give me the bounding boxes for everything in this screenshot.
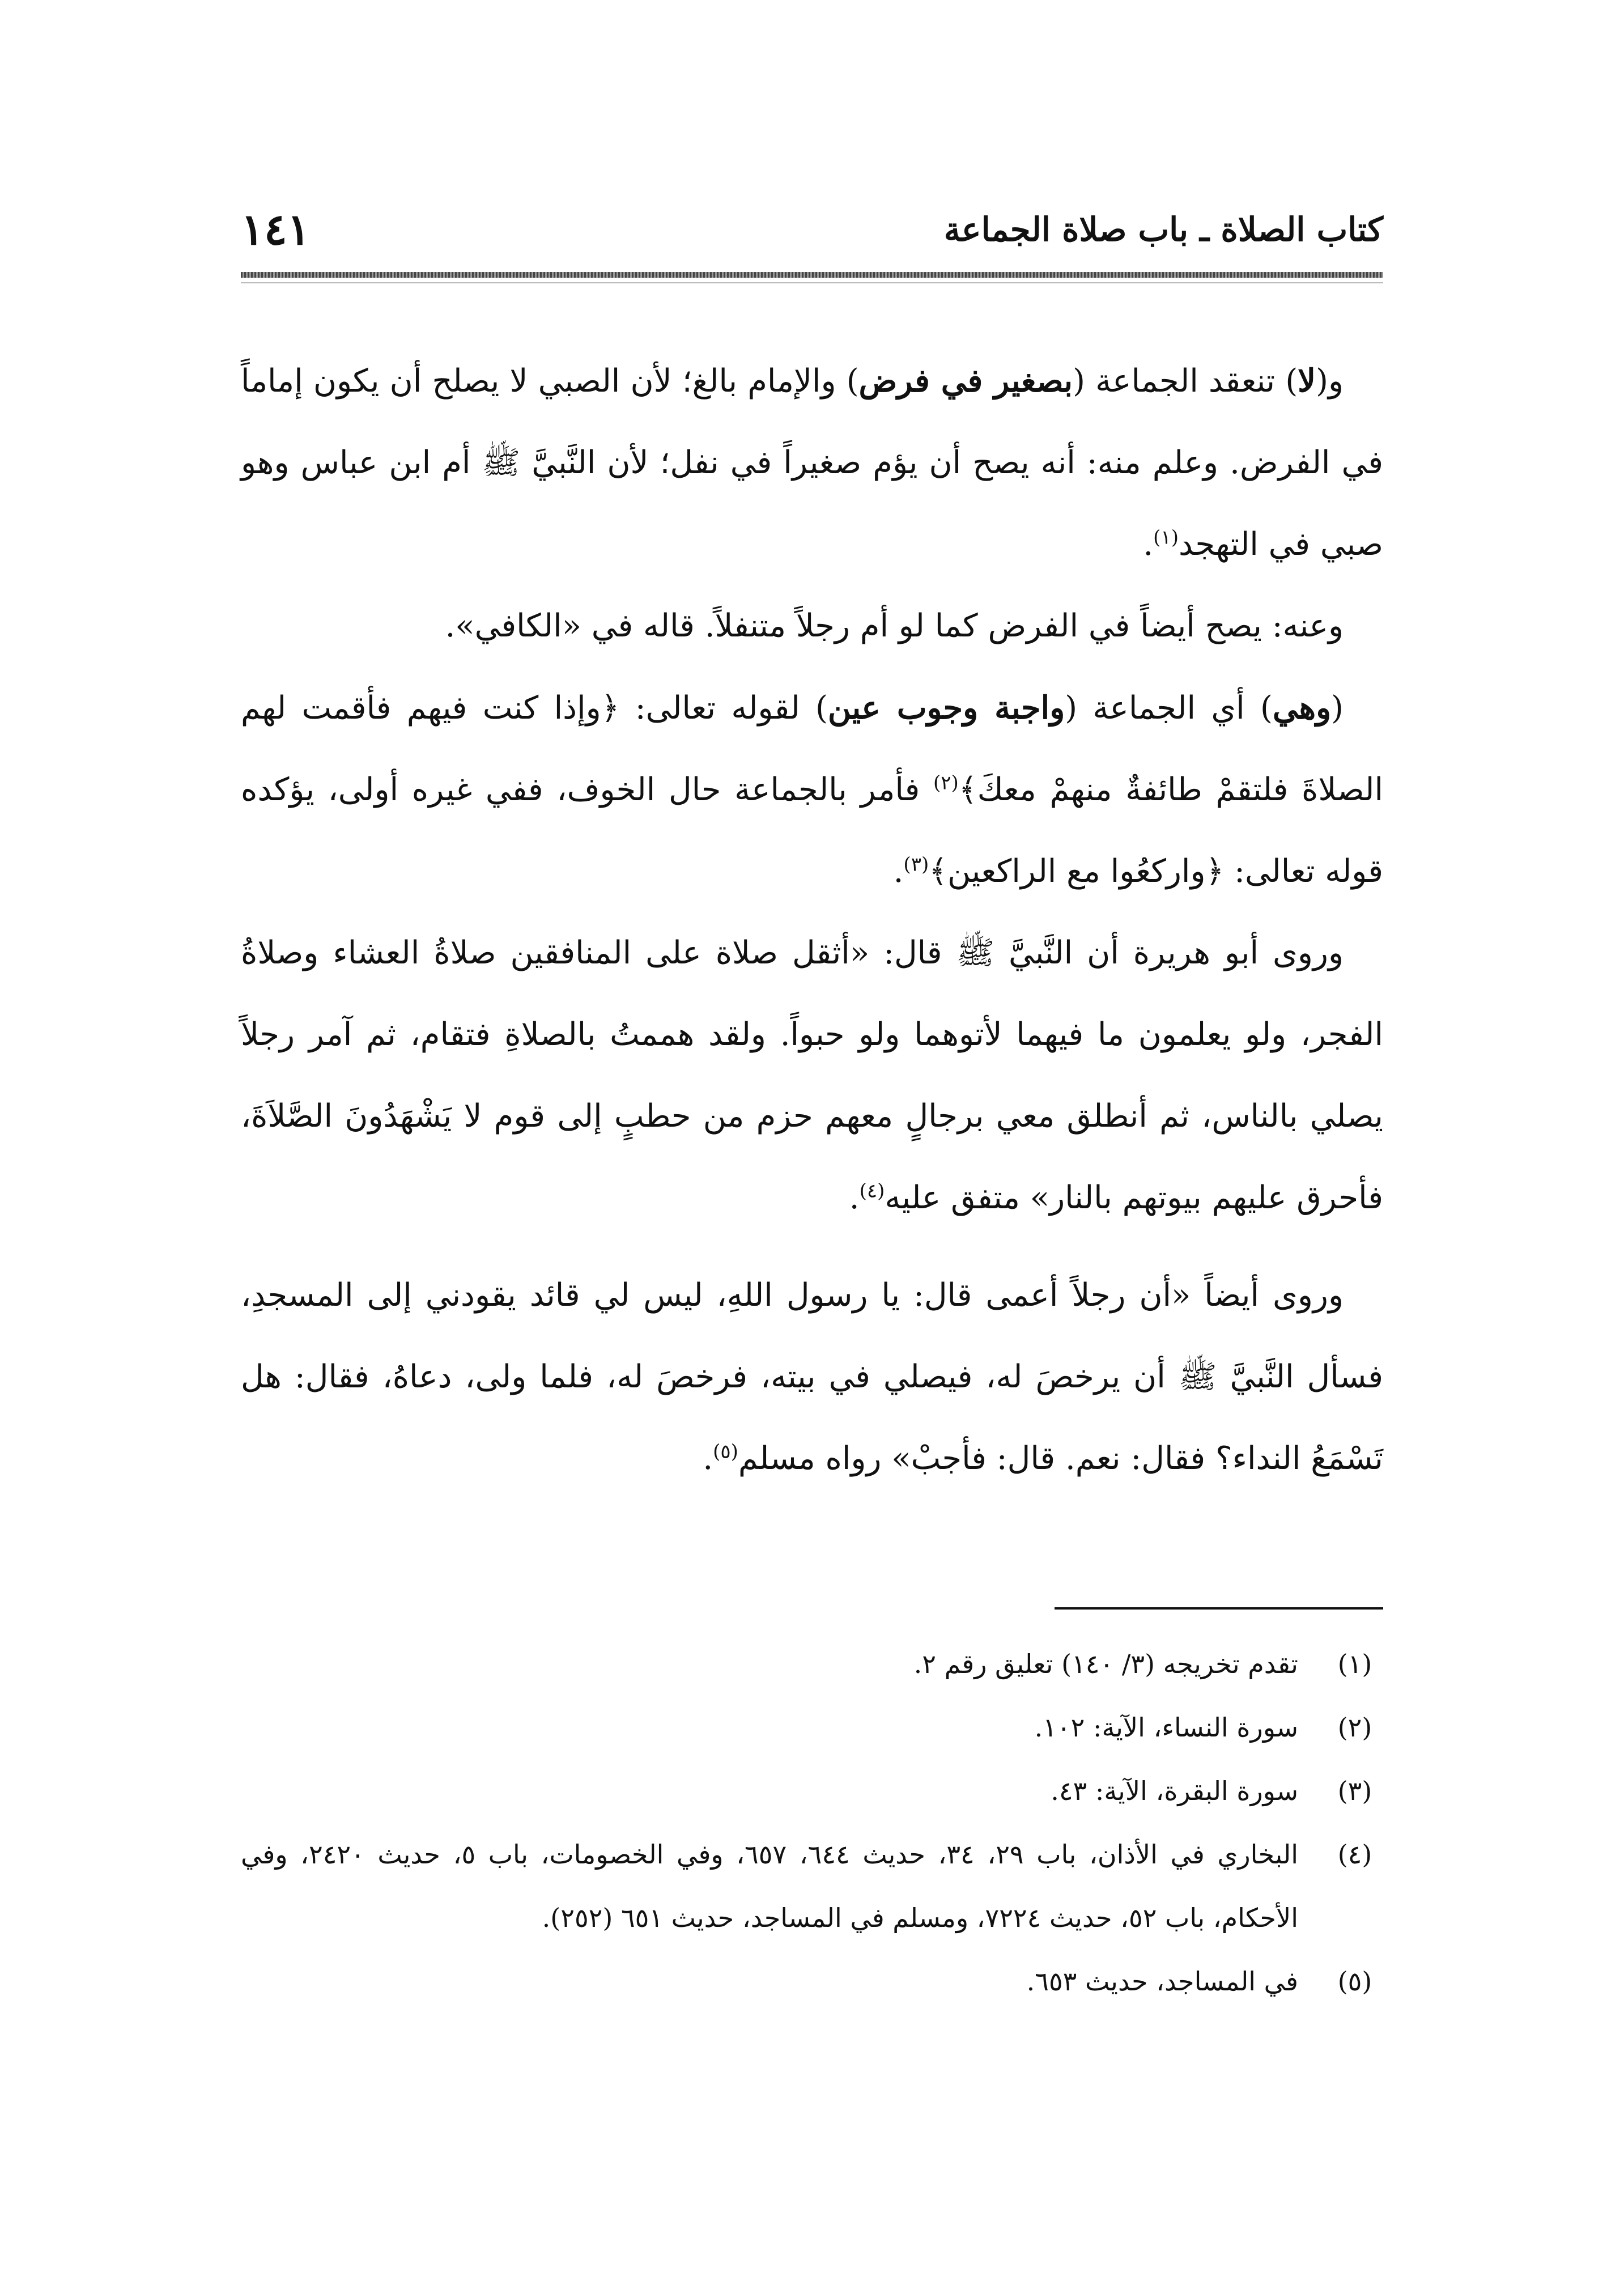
footnote-text: في المساجد، حديث ٦٥٣. [1026, 1966, 1298, 1997]
text-run: و( [1316, 363, 1344, 400]
text-run: ) تنعقد الجماعة ( [1073, 363, 1298, 400]
paragraph-3 [241, 667, 1383, 912]
main-text [241, 340, 1383, 1500]
footnote-ref: (١) [1153, 526, 1179, 549]
paragraph-2 [241, 585, 1383, 667]
footnote [241, 1950, 1383, 2013]
footnote [241, 1759, 1383, 1823]
footnote-text: البخاري في الأذان، باب ٢٩، ٣٤، حديث ٦٤٤، ٦٥٧، وفي الخصومات، باب ٥، حديث ٢٤٢٠، وفي الأحكام، باب ٥٢، حديث ٧٢٢٤، ومسلم في المساجد، حديث ٦٥١ (٢٥٢). [241, 1839, 1299, 1933]
matn-term: واجبة وجوب عين [827, 689, 1065, 727]
text-run: . [893, 853, 904, 890]
footnote-number: (٤) [1337, 1839, 1372, 1870]
running-head [241, 201, 1383, 269]
footnotes [241, 1632, 1383, 2013]
footnote-text: سورة البقرة، الآية: ٤٣. [1051, 1776, 1298, 1806]
text-run: وروى أيضاً «أن رجلاً أعمى قال: يا رسول اللهِ، ليس لي قائد يقودني إلى المسجدِ، فسأل النَّبيَّ ﷺ أن يرخصَ له، فيصلي في بيته، فرخصَ له، فلما ولى، دعاهُ، فقال: هل تَسْمَعُ النداء؟ فقال: نعم. قال: فأجبْ» رواه مسلم [241, 1277, 1383, 1477]
footnote [241, 1696, 1383, 1759]
text-run: ( [1331, 690, 1344, 727]
text-run: . [849, 1179, 860, 1216]
text-run: فأمر بالجماعة حال الخوف، ففي غيره أولى، يؤكده قوله تعالى: ﴿واركعُوا مع الراكعين﴾ [241, 771, 1383, 890]
footnote-ref: (٤) [859, 1179, 885, 1203]
footnote-ref: (٢) [933, 771, 959, 795]
paragraph-5 [241, 1255, 1383, 1500]
text-run: . [703, 1440, 713, 1477]
header-rule-thin [241, 282, 1383, 283]
footnote-separator [1055, 1607, 1383, 1610]
text-run: وعنه: يصح أيضاً في الفرض كما لو أم رجلاً متنفلاً. قاله في «الكافي». [445, 608, 1344, 644]
matn-term: بصغير في فرض [858, 362, 1073, 400]
footnote-number: (١) [1337, 1649, 1372, 1679]
page-number: ١٤١ [241, 204, 311, 254]
header-rule [241, 272, 1383, 278]
text-run: ) والإمام بالغ؛ لأن الصبي لا يصلح أن يكون إماماً في الفرض. وعلم منه: أنه يصح أن يؤم صغيراً في نفل؛ لأن النَّبيَّ ﷺ أم ابن عباس وهو صبي في التهجد [241, 363, 1383, 563]
footnote-number: (٥) [1337, 1966, 1372, 1997]
matn-term: لا [1298, 362, 1316, 400]
paragraph-4 [241, 912, 1383, 1239]
text-run: وروى أبو هريرة أن النَّبيَّ ﷺ قال: «أثقل صلاة على المنافقين صلاةُ العشاء وصلاةُ الفجر، ولو يعلمون ما فيهما لأتوهما ولو حبواً. ولقد هممتُ بالصلاةِ فتقام، ثم آمر رجلاً يصلي بالناس، ثم أنطلق معي برجالٍ معهم حزم من حطبٍ إلى قوم لا يَشْهَدُونَ الصَّلاَةَ، فأحرق عليهم بيوتهم بالنار» متفق عليه [241, 935, 1383, 1216]
matn-term: وهي [1272, 689, 1332, 727]
footnote-text: تقدم تخريجه (٣/ ١٤٠) تعليق رقم ٢. [913, 1649, 1298, 1679]
footnote [241, 1823, 1383, 1950]
paragraph-1 [241, 340, 1383, 585]
footnote-ref: (٣) [903, 853, 929, 876]
footnote [241, 1632, 1383, 1696]
footnote-number: (٣) [1337, 1776, 1372, 1806]
footnote-number: (٢) [1337, 1712, 1372, 1743]
text-run: ) لقوله تعالى: ﴿وإذا كنت فيهم فأقمت لهم الصلاةَ فلتقمْ طائفةٌ منهمْ معكَ﴾ [241, 690, 1383, 808]
footnote-ref: (٥) [713, 1440, 738, 1463]
text-run: . [1143, 526, 1154, 563]
text-run: ) أي الجماعة ( [1065, 690, 1273, 727]
footnote-text: سورة النساء، الآية: ١٠٢. [1034, 1712, 1298, 1743]
running-head-title: كتاب الصلاة ـ باب صلاة الجماعة [943, 210, 1383, 249]
